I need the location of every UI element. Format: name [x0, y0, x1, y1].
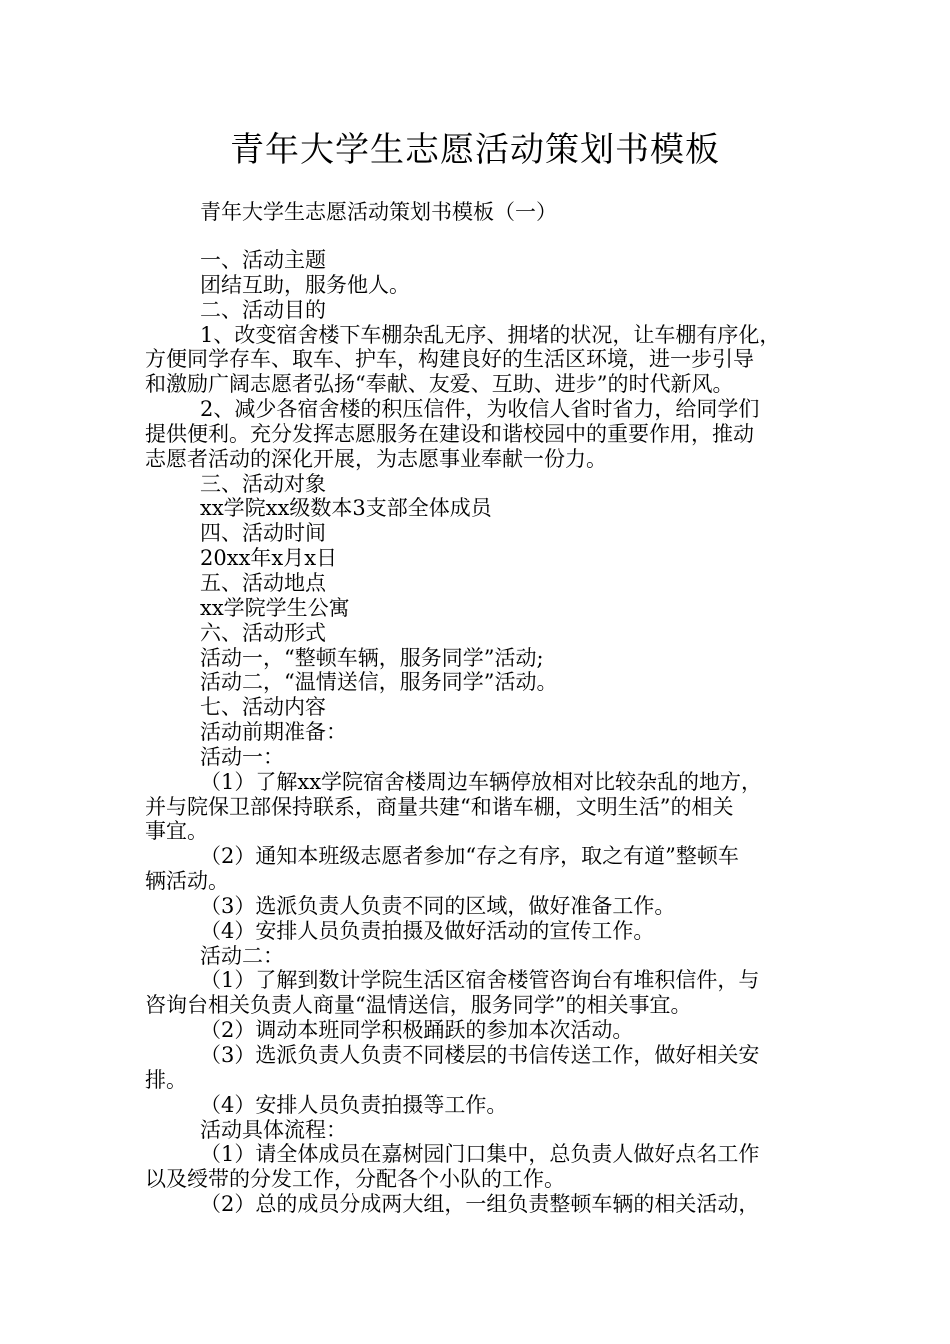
paragraph-line: 活动一： [200, 744, 284, 769]
paragraph-line: （4）安排人员负责拍摄等工作。 [200, 1092, 508, 1117]
paragraph-line: xx学院学生公寓 [200, 595, 350, 620]
section-heading: 六、活动形式 [200, 620, 326, 645]
paragraph-line: 事宜。 [145, 819, 208, 844]
paragraph-line: 并与院保卫部保持联系，商量共建“和谐车棚，文明生活”的相关 [145, 794, 734, 819]
section-heading: 五、活动地点 [200, 570, 326, 595]
paragraph-line: xx学院xx级数本3支部全体成员 [200, 496, 492, 521]
paragraph-line: 活动具体流程： [200, 1117, 347, 1142]
section-heading: 三、活动对象 [200, 471, 326, 496]
paragraph-line: （1）了解xx学院宿舍楼周边车辆停放相对比较杂乱的地方， [200, 769, 763, 794]
paragraph-line: （2）调动本班同学积极踊跃的参加本次活动。 [200, 1018, 634, 1043]
paragraph-line: 提供便利。充分发挥志愿服务在建设和谐校园中的重要作用，推动 [145, 421, 754, 446]
paragraph-line: 团结互助，服务他人。 [200, 272, 410, 297]
paragraph-line: 2、减少各宿舍楼的积压信件，为收信人省时省力，给同学们 [200, 397, 760, 422]
section-heading: 二、活动目的 [200, 297, 326, 322]
paragraph-line: 20xx年x月x日 [200, 546, 338, 571]
paragraph-line: 活动二，“温情送信，服务同学”活动。 [200, 670, 558, 695]
section-heading: 一、活动主题 [200, 248, 326, 272]
paragraph-line: 以及绶带的分发工作，分配各个小队的工作。 [145, 1167, 565, 1192]
section-heading: 七、活动内容 [200, 695, 326, 720]
paragraph-line: 活动一，“整顿车辆，服务同学”活动; [200, 645, 544, 670]
paragraph-line: 排。 [145, 1067, 187, 1092]
paragraph-line: （1）请全体成员在嘉树园门口集中，总负责人做好点名工作 [200, 1142, 760, 1167]
paragraph-line: 1、改变宿舍楼下车棚杂乱无序、拥堵的状况，让车棚有序化， [200, 322, 781, 347]
paragraph-line: （2）通知本班级志愿者参加“存之有序，取之有道”整顿车 [200, 844, 739, 869]
paragraph-line: 志愿者活动的深化开展，为志愿事业奉献一份力。 [145, 446, 607, 471]
section-heading: 四、活动时间 [200, 521, 326, 546]
paragraph-line: （3）选派负责人负责不同楼层的书信传送工作，做好相关安 [200, 1043, 760, 1067]
paragraph-line: （4）安排人员负责拍摄及做好活动的宣传工作。 [200, 918, 655, 943]
paragraph-line: 咨询台相关负责人商量“温情送信，服务同学”的相关事宜。 [145, 993, 692, 1018]
paragraph-line: 和激励广阔志愿者弘扬“奉献、友爱、互助、进步”的时代新风。 [145, 372, 734, 397]
paragraph-line: 方便同学存车、取车、护车，构建良好的生活区环境，进一步引导 [145, 347, 754, 372]
paragraph-line: （1）了解到数计学院生活区宿舍楼管咨询台有堆积信件，与 [200, 968, 760, 993]
document-subtitle: 青年大学生志愿活动策划书模板（一） [200, 200, 557, 224]
paragraph-line: （2）总的成员分成两大组，一组负责整顿车辆的相关活动， [200, 1192, 760, 1217]
document-title: 青年大学生志愿活动策划书模板 [230, 130, 720, 170]
paragraph-line: 辆活动。 [145, 869, 229, 894]
paragraph-line: 活动前期准备： [200, 720, 347, 745]
paragraph-line: （3）选派负责人负责不同的区域，做好准备工作。 [200, 893, 676, 918]
document-body [145, 248, 810, 1217]
paragraph-line: 活动二： [200, 943, 284, 968]
